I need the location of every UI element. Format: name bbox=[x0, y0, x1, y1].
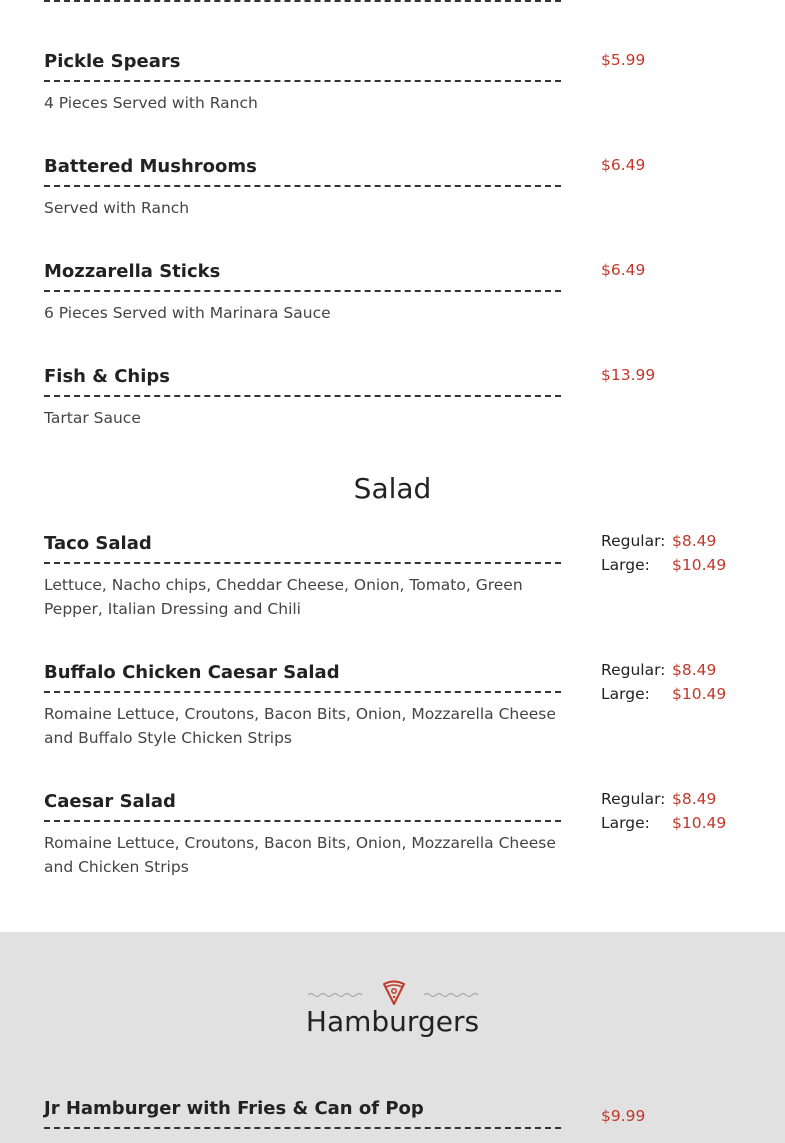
item-name: Mozzarella Sticks bbox=[44, 261, 221, 282]
size-label: Regular: bbox=[601, 790, 666, 808]
size-row bbox=[601, 553, 726, 577]
size-price: $10.49 bbox=[672, 685, 727, 703]
item-name: Caesar Salad bbox=[44, 791, 176, 812]
item-price: $6.49 bbox=[601, 261, 646, 279]
section-title: Salad bbox=[353, 472, 432, 505]
size-label: Regular: bbox=[601, 532, 666, 550]
item-description: Romaine Lettuce, Croutons, Bacon Bits, Onion, Mozzarella Cheese and Chicken Strips bbox=[44, 834, 556, 876]
item-divider bbox=[44, 80, 561, 82]
item-divider bbox=[44, 0, 561, 2]
size-row bbox=[601, 811, 726, 835]
size-row bbox=[601, 787, 726, 811]
item-divider bbox=[44, 1127, 561, 1129]
item-price: $13.99 bbox=[601, 366, 656, 384]
item-description: Romaine Lettuce, Croutons, Bacon Bits, Onion, Mozzarella Cheese and Buffalo Style Chicken Strips bbox=[44, 705, 556, 747]
item-name: Taco Salad bbox=[44, 533, 152, 554]
item-description: 6 Pieces Served with Marinara Sauce bbox=[44, 304, 331, 322]
size-price: $8.49 bbox=[672, 790, 717, 808]
size-row bbox=[601, 682, 726, 706]
size-price: $8.49 bbox=[672, 661, 717, 679]
item-divider bbox=[44, 395, 561, 397]
item-price: $5.99 bbox=[601, 51, 646, 69]
size-label: Large: bbox=[601, 685, 650, 703]
item-price: $9.99 bbox=[601, 1107, 646, 1125]
size-price: $8.49 bbox=[672, 532, 717, 550]
size-price-list bbox=[601, 787, 726, 835]
size-label: Large: bbox=[601, 556, 650, 574]
size-price: $10.49 bbox=[672, 556, 727, 574]
section-title: Hamburgers bbox=[305, 1005, 480, 1038]
item-name: Jr Hamburger with Fries & Can of Pop bbox=[44, 1098, 424, 1119]
item-name: Pickle Spears bbox=[44, 51, 181, 72]
item-divider bbox=[44, 562, 561, 564]
size-price: $10.49 bbox=[672, 814, 727, 832]
size-price-list bbox=[601, 658, 726, 706]
item-description: Tartar Sauce bbox=[44, 409, 141, 427]
item-name: Fish & Chips bbox=[44, 366, 171, 387]
item-divider bbox=[44, 691, 561, 693]
item-description: Lettuce, Nacho chips, Cheddar Cheese, Onion, Tomato, Green Pepper, Italian Dressing and Chili bbox=[44, 576, 523, 618]
item-name: Buffalo Chicken Caesar Salad bbox=[44, 662, 340, 683]
size-label: Regular: bbox=[601, 661, 666, 679]
item-description: Served with Ranch bbox=[44, 199, 190, 217]
size-row bbox=[601, 529, 726, 553]
item-description: 4 Pieces Served with Ranch bbox=[44, 94, 258, 112]
size-label: Large: bbox=[601, 814, 650, 832]
item-divider bbox=[44, 820, 561, 822]
wave-ornament-icon bbox=[308, 992, 362, 998]
size-price-list bbox=[601, 529, 726, 577]
item-divider bbox=[44, 290, 561, 292]
wave-ornament-icon bbox=[424, 992, 478, 998]
item-divider bbox=[44, 185, 561, 187]
item-price: $6.49 bbox=[601, 156, 646, 174]
item-name: Battered Mushrooms bbox=[44, 156, 257, 177]
pizza-slice-icon bbox=[382, 980, 406, 1006]
size-row bbox=[601, 658, 726, 682]
